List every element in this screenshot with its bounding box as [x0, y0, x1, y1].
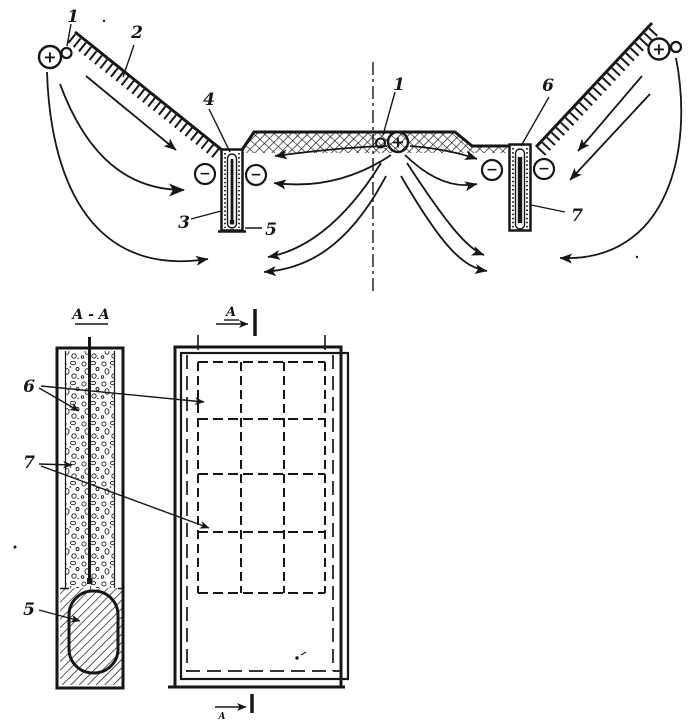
callout-7-label: 7 — [571, 206, 583, 226]
speck — [295, 656, 298, 659]
speck — [301, 652, 306, 655]
callout-6-label: 6 — [542, 76, 554, 96]
leader-1-center — [383, 92, 395, 135]
speck — [103, 20, 105, 22]
section-rod-tip — [87, 578, 92, 584]
section-callout-labels — [23, 377, 35, 620]
minus-symbol: − — [538, 161, 550, 177]
leader-2 — [123, 45, 134, 77]
callout-5-label: 5 — [23, 600, 35, 620]
plan-view — [168, 305, 348, 720]
speck — [14, 546, 17, 549]
cathode-minus-icon — [195, 164, 215, 184]
callout-1-center-label: 1 — [393, 75, 405, 95]
left-slope-hatching — [71, 38, 218, 155]
electrode-grid — [198, 362, 325, 593]
left-drain-rod-tip — [230, 220, 234, 224]
left-slope-line — [75, 32, 222, 150]
speck — [636, 256, 638, 258]
flow-arrow — [570, 94, 650, 180]
right-drain-well — [510, 145, 531, 231]
leader-7 — [531, 205, 565, 212]
callout-2-label: 2 — [131, 23, 143, 43]
section-mark-bottom-label: A — [218, 712, 226, 720]
cathode-minus-icon — [534, 159, 554, 179]
minus-symbol: − — [250, 167, 262, 183]
panel-plan-outline — [175, 347, 341, 687]
left-slope — [71, 32, 222, 155]
top-callout-leaders — [67, 24, 565, 228]
callout-3-label: 3 — [178, 213, 190, 233]
cathode-minus-icon — [482, 160, 502, 180]
flow-arrow — [401, 176, 487, 271]
leader-7-short — [39, 464, 72, 465]
anode-plus-icon — [39, 46, 72, 68]
flow-arrow — [405, 155, 477, 185]
flow-arrow — [60, 84, 184, 190]
callout-4-label: 4 — [203, 90, 215, 110]
anode-insulator — [62, 48, 72, 58]
flow-arrow — [407, 163, 484, 255]
plus-symbol: + — [391, 132, 405, 152]
flow-arrow — [268, 163, 381, 257]
left-drain-well — [218, 150, 246, 232]
flow-arrow — [560, 58, 681, 258]
section-title: A - A — [72, 307, 110, 323]
section-mark-top — [216, 305, 255, 336]
cross-section-diagram — [39, 7, 681, 291]
flow-arrow — [86, 76, 176, 150]
minus-symbol: − — [486, 162, 498, 178]
callout-7-label: 7 — [23, 453, 35, 473]
right-slope — [536, 23, 657, 152]
plus-symbol: + — [652, 39, 666, 59]
anode-plus-icon — [649, 39, 682, 60]
plus-symbol: + — [43, 47, 57, 67]
section-mark-bottom — [215, 694, 252, 720]
flow-lines — [47, 58, 681, 272]
callout-5-label: 5 — [265, 220, 277, 240]
section-mark-top-label: A — [225, 305, 237, 320]
leader-3 — [191, 211, 221, 219]
cathode-minus-icon — [246, 165, 266, 185]
flow-arrow — [264, 176, 386, 272]
panel-shadow-outline — [181, 353, 348, 679]
callout-1-left-label: 1 — [67, 7, 79, 27]
right-slope-hatching — [541, 28, 657, 152]
inner-dashed-outline — [186, 355, 340, 671]
callout-6-label: 6 — [23, 377, 35, 397]
minus-symbol: − — [199, 166, 211, 182]
anode-insulator — [671, 42, 681, 52]
